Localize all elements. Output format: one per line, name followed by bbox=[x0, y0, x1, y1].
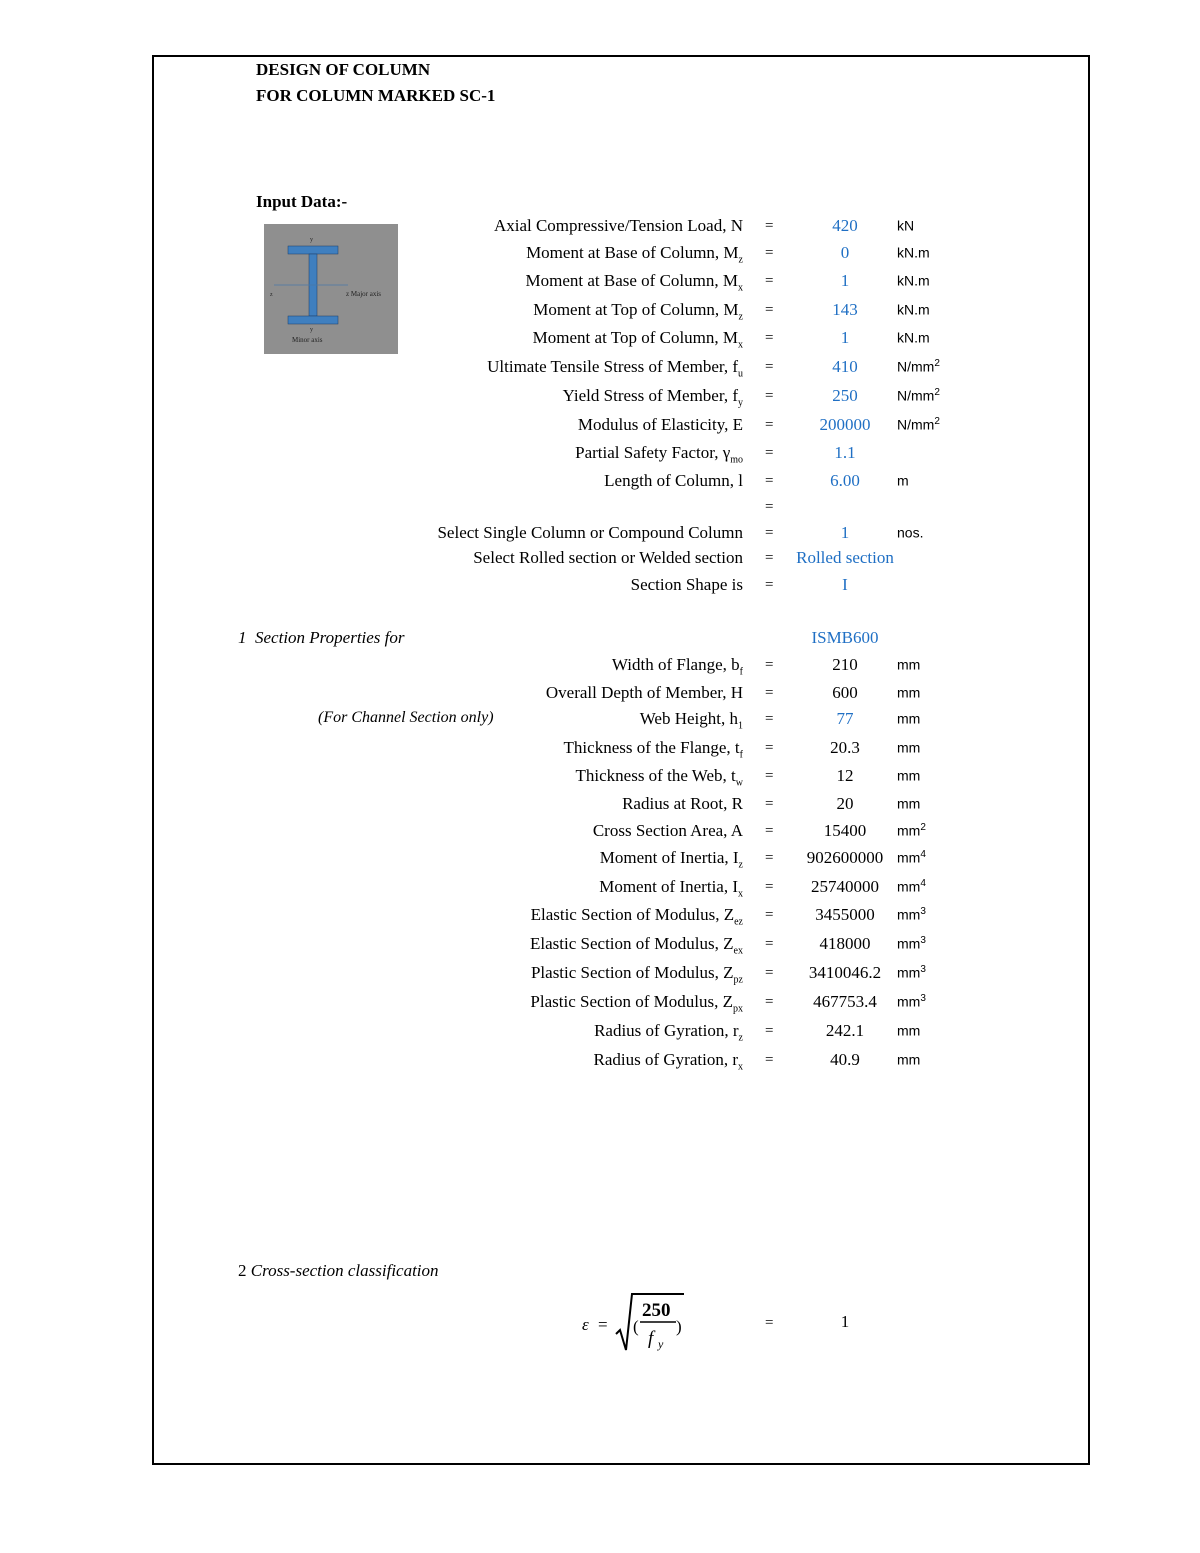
row-unit bbox=[897, 710, 920, 727]
equals-sign: = bbox=[765, 577, 774, 593]
row-unit-text: mm bbox=[897, 822, 921, 839]
row-label bbox=[576, 766, 744, 788]
row-unit-text: mm bbox=[897, 684, 921, 701]
row-unit-text: mm bbox=[897, 906, 921, 923]
input-row bbox=[0, 575, 1200, 599]
equals-sign: = bbox=[765, 302, 774, 318]
row-value: 600 bbox=[832, 683, 858, 702]
row-label bbox=[526, 243, 743, 265]
row-label-text: Width of Flange, b bbox=[611, 655, 740, 674]
row-unit-text: mm bbox=[897, 767, 921, 784]
row-label bbox=[494, 216, 743, 238]
row-value: 12 bbox=[836, 766, 854, 785]
row-label-subscript: 1 bbox=[738, 720, 743, 732]
row-label bbox=[526, 271, 743, 293]
row-label-text: Moment of Inertia, I bbox=[599, 848, 739, 867]
equals-sign: = bbox=[765, 273, 774, 289]
input-row bbox=[0, 443, 1200, 467]
row-label-text: Select Rolled section or Welded section bbox=[473, 548, 743, 567]
row-value: 3410046.2 bbox=[808, 963, 882, 982]
row-label-subscript: px bbox=[733, 1003, 743, 1015]
row-unit bbox=[897, 964, 926, 981]
epsilon-symbol: ε bbox=[582, 1315, 589, 1334]
row-label bbox=[575, 443, 743, 465]
row-label-text: Length of Column, l bbox=[604, 471, 743, 490]
row-value[interactable]: 410 bbox=[832, 357, 858, 376]
row-label bbox=[578, 415, 743, 437]
row-label bbox=[604, 471, 743, 493]
property-row bbox=[0, 794, 1200, 818]
row-label-subscript: x bbox=[738, 339, 743, 351]
row-label-text: Moment at Top of Column, M bbox=[533, 300, 739, 319]
row-value[interactable]: 0 bbox=[840, 243, 850, 262]
equals-sign: = bbox=[765, 796, 774, 812]
property-row bbox=[0, 683, 1200, 707]
row-unit-text: mm bbox=[897, 739, 921, 756]
row-unit-superscript: 2 bbox=[934, 387, 940, 398]
input-row bbox=[0, 271, 1200, 295]
row-value: 467753.4 bbox=[813, 992, 877, 1011]
section-1-title: Section Properties for bbox=[255, 628, 405, 647]
row-unit bbox=[897, 993, 926, 1010]
row-unit-text: mm bbox=[897, 849, 921, 866]
row-unit-text: kN.m bbox=[897, 329, 930, 346]
input-row bbox=[0, 386, 1200, 410]
equals-sign: = bbox=[765, 525, 774, 541]
property-row bbox=[0, 963, 1200, 987]
row-label-text: Moment at Base of Column, M bbox=[526, 243, 739, 262]
section-2-number: 2 bbox=[238, 1261, 247, 1280]
row-label-subscript: x bbox=[738, 282, 743, 294]
row-value: 418000 bbox=[819, 934, 871, 953]
section-2-title: Cross-section classification bbox=[250, 1261, 439, 1280]
row-unit bbox=[897, 656, 920, 673]
row-label-text: Select Single Column or Compound Column bbox=[437, 523, 743, 542]
numerator: 250 bbox=[642, 1300, 671, 1321]
equals-sign: = bbox=[765, 907, 774, 923]
row-value: 3455000 bbox=[815, 905, 875, 924]
row-value[interactable]: 143 bbox=[832, 300, 858, 319]
row-unit-text: mm bbox=[897, 1022, 921, 1039]
row-unit-text: kN.m bbox=[897, 272, 930, 289]
row-label-text: Moment at Top of Column, M bbox=[532, 328, 738, 347]
row-label-subscript: pz bbox=[733, 974, 743, 986]
row-label-subscript: u bbox=[738, 368, 743, 380]
equals-sign: = bbox=[765, 936, 774, 952]
property-row bbox=[0, 766, 1200, 790]
row-value[interactable]: 420 bbox=[832, 216, 858, 235]
row-label bbox=[531, 905, 743, 927]
row-unit bbox=[897, 906, 926, 923]
input-data-heading: Input Data:- bbox=[256, 192, 348, 211]
section-1-heading bbox=[238, 628, 405, 648]
row-unit bbox=[897, 767, 920, 784]
epsilon-formula bbox=[580, 1290, 700, 1360]
row-label bbox=[533, 328, 743, 350]
row-value: 902600000 bbox=[806, 848, 884, 867]
row-label bbox=[487, 357, 743, 379]
row-label bbox=[437, 523, 743, 545]
property-row bbox=[0, 821, 1200, 845]
document-title: DESIGN OF COLUMN bbox=[256, 60, 431, 79]
equals-sign: = bbox=[765, 768, 774, 784]
row-label-subscript: z bbox=[738, 859, 743, 871]
equals-sign: = bbox=[765, 711, 774, 727]
row-label bbox=[473, 548, 743, 570]
row-label bbox=[593, 821, 743, 843]
y-label-bottom: y bbox=[310, 327, 313, 333]
row-value: 20.3 bbox=[830, 738, 860, 757]
row-value: 25740000 bbox=[811, 877, 879, 896]
row-unit-text: N/mm bbox=[897, 358, 935, 375]
row-unit bbox=[897, 244, 930, 261]
document-subtitle: FOR COLUMN MARKED SC-1 bbox=[256, 86, 496, 105]
row-label bbox=[612, 655, 743, 677]
row-unit bbox=[897, 739, 920, 756]
row-unit bbox=[897, 822, 926, 839]
row-label bbox=[622, 794, 743, 816]
row-unit bbox=[897, 416, 940, 433]
row-unit-text: mm bbox=[897, 964, 921, 981]
property-row bbox=[0, 1050, 1200, 1074]
row-value: 15400 bbox=[823, 821, 867, 840]
equals-sign: = bbox=[765, 359, 774, 375]
row-unit-text: mm bbox=[897, 993, 921, 1010]
equals-sign: = bbox=[765, 823, 774, 839]
row-unit-text: mm bbox=[897, 935, 921, 952]
row-label-text: Modulus of Elasticity, E bbox=[577, 415, 743, 434]
row-unit bbox=[897, 1051, 920, 1068]
row-unit-superscript: 2 bbox=[934, 416, 940, 427]
row-label-text: Axial Compressive/Tension Load, N bbox=[493, 216, 743, 235]
row-unit bbox=[897, 329, 930, 346]
row-unit-superscript: 4 bbox=[920, 878, 926, 889]
row-label-text: Partial Safety Factor, γ bbox=[575, 443, 731, 462]
equals-sign: = bbox=[765, 1052, 774, 1068]
property-row bbox=[0, 1021, 1200, 1045]
property-row bbox=[0, 655, 1200, 679]
row-label-subscript: mo bbox=[730, 454, 743, 466]
row-unit bbox=[897, 472, 909, 489]
row-label bbox=[631, 575, 743, 597]
equals-sign: = bbox=[765, 499, 774, 515]
denominator-sub: y bbox=[658, 1337, 664, 1351]
input-row bbox=[0, 523, 1200, 547]
row-label-text: Cross Section Area, A bbox=[592, 821, 743, 840]
row-unit-superscript: 3 bbox=[920, 906, 926, 917]
row-unit bbox=[897, 387, 940, 404]
section-1-number: 1 bbox=[238, 628, 247, 647]
row-value[interactable]: 6.00 bbox=[830, 471, 860, 490]
input-row bbox=[0, 328, 1200, 352]
row-label bbox=[600, 848, 743, 870]
section-name: ISMB600 bbox=[811, 628, 879, 647]
property-row bbox=[0, 992, 1200, 1016]
property-row bbox=[0, 848, 1200, 872]
row-label bbox=[531, 963, 743, 985]
row-value[interactable]: Rolled section bbox=[796, 548, 894, 567]
y-label-top: y bbox=[310, 237, 313, 243]
row-label-subscript: y bbox=[738, 397, 743, 409]
epsilon-value: 1 bbox=[840, 1312, 850, 1331]
row-unit-text: kN bbox=[897, 217, 915, 234]
row-label bbox=[530, 934, 743, 956]
input-row bbox=[0, 497, 1200, 521]
input-row bbox=[0, 243, 1200, 267]
row-label-text: Thickness of the Flange, t bbox=[563, 738, 740, 757]
equals-sign: = bbox=[765, 218, 774, 234]
row-unit-superscript: 2 bbox=[934, 358, 940, 369]
row-label-text: Plastic Section of Modulus, Z bbox=[530, 992, 733, 1011]
row-unit-superscript: 3 bbox=[920, 993, 926, 1004]
row-label-text: Elastic Section of Modulus, Z bbox=[530, 905, 735, 924]
row-unit-text: mm bbox=[897, 878, 921, 895]
row-value: 242.1 bbox=[825, 1021, 865, 1040]
row-label bbox=[546, 683, 743, 705]
input-row bbox=[0, 216, 1200, 240]
row-label-text: Yield Stress of Member, f bbox=[562, 386, 738, 405]
row-unit bbox=[897, 878, 926, 895]
row-unit-text: N/mm bbox=[897, 416, 935, 433]
row-unit-text: kN.m bbox=[897, 301, 930, 318]
input-row bbox=[0, 357, 1200, 381]
equals-sign: = bbox=[765, 850, 774, 866]
equals-sign: = bbox=[765, 994, 774, 1010]
row-label-subscript: ex bbox=[733, 945, 743, 957]
row-value[interactable]: 1 bbox=[840, 328, 850, 347]
row-unit-superscript: 3 bbox=[920, 964, 926, 975]
channel-section-note: (For Channel Section only) bbox=[318, 709, 494, 726]
row-value: 20 bbox=[836, 794, 854, 813]
denominator: f bbox=[648, 1328, 654, 1349]
input-row bbox=[0, 548, 1200, 572]
equals-sign: = bbox=[765, 445, 774, 461]
row-unit-text: mm bbox=[897, 710, 921, 727]
epsilon-equals: = bbox=[765, 1315, 774, 1331]
minor-axis-label: Minor axis bbox=[292, 336, 323, 344]
row-unit bbox=[897, 217, 914, 234]
property-row bbox=[0, 877, 1200, 901]
row-label-subscript: z bbox=[738, 254, 743, 266]
equals-sign: = bbox=[765, 245, 774, 261]
row-label-subscript: w bbox=[735, 777, 743, 789]
row-label-text: Elastic Section of Modulus, Z bbox=[530, 934, 734, 953]
input-row bbox=[0, 471, 1200, 495]
equals-sign: = bbox=[765, 550, 774, 566]
equals-sign: = bbox=[765, 740, 774, 756]
row-value: 77 bbox=[836, 709, 854, 728]
row-label bbox=[533, 300, 743, 322]
row-label-subscript: x bbox=[738, 888, 743, 900]
equals-sign: = bbox=[765, 330, 774, 346]
row-label-text: Plastic Section of Modulus, Z bbox=[530, 963, 734, 982]
row-label bbox=[530, 992, 743, 1014]
input-row bbox=[0, 415, 1200, 439]
row-unit-text: nos. bbox=[897, 524, 924, 541]
row-label-subscript: ez bbox=[734, 916, 743, 928]
row-label-subscript: z bbox=[738, 1032, 743, 1044]
equals-sign: = bbox=[765, 965, 774, 981]
row-unit bbox=[897, 524, 923, 541]
row-label-text: Radius of Gyration, r bbox=[594, 1021, 739, 1040]
section-2-heading bbox=[238, 1261, 439, 1281]
row-label-text: Web Height, h bbox=[639, 709, 738, 728]
row-value[interactable]: 1.1 bbox=[834, 443, 856, 462]
row-label bbox=[599, 877, 743, 899]
close-paren: ) bbox=[676, 1317, 682, 1336]
row-label-text: Overall Depth of Member, H bbox=[545, 683, 743, 702]
property-row bbox=[0, 905, 1200, 929]
property-row bbox=[0, 738, 1200, 762]
row-label-subscript: z bbox=[738, 311, 743, 323]
row-unit-text: N/mm bbox=[897, 387, 935, 404]
row-unit-text: kN.m bbox=[897, 244, 930, 261]
equals-sign: = bbox=[765, 657, 774, 673]
formula-equals: = bbox=[598, 1315, 608, 1334]
row-label bbox=[594, 1050, 743, 1072]
row-label-text: Radius of Gyration, r bbox=[593, 1050, 738, 1069]
input-row bbox=[0, 300, 1200, 324]
property-row bbox=[0, 709, 1200, 733]
open-paren: ( bbox=[633, 1317, 639, 1336]
row-label-text: Radius at Root, R bbox=[622, 794, 743, 813]
major-axis-label: z Major axis bbox=[346, 290, 381, 298]
row-unit bbox=[897, 684, 920, 701]
row-unit-text: mm bbox=[897, 1051, 921, 1068]
row-unit bbox=[897, 358, 940, 375]
row-unit bbox=[897, 301, 930, 318]
row-label-text: Thickness of the Web, t bbox=[575, 766, 736, 785]
row-label-text: Moment at Base of Column, M bbox=[525, 271, 738, 290]
row-unit-superscript: 2 bbox=[920, 822, 926, 833]
row-unit bbox=[897, 935, 926, 952]
row-label-subscript: x bbox=[738, 1061, 743, 1073]
row-label-text: Moment of Inertia, I bbox=[599, 877, 738, 896]
equals-sign: = bbox=[765, 417, 774, 433]
row-unit bbox=[897, 272, 930, 289]
row-unit bbox=[897, 849, 926, 866]
row-label bbox=[640, 709, 743, 731]
row-value[interactable]: 200000 bbox=[819, 415, 871, 434]
row-unit bbox=[897, 1022, 920, 1039]
equals-sign: = bbox=[765, 685, 774, 701]
row-label bbox=[563, 386, 743, 408]
row-value: 210 bbox=[832, 655, 858, 674]
row-label-subscript: f bbox=[739, 666, 743, 678]
row-label bbox=[564, 738, 743, 760]
row-unit-superscript: 3 bbox=[920, 935, 926, 946]
row-value[interactable]: 1 bbox=[840, 523, 850, 542]
equals-sign: = bbox=[765, 879, 774, 895]
row-unit-text: m bbox=[897, 472, 909, 489]
row-value[interactable]: I bbox=[842, 575, 848, 594]
row-value: 40.9 bbox=[830, 1050, 860, 1069]
property-row bbox=[0, 934, 1200, 958]
row-unit-text: mm bbox=[897, 795, 921, 812]
equals-sign: = bbox=[765, 388, 774, 404]
z-label-left: z bbox=[270, 292, 273, 298]
row-label-subscript: f bbox=[739, 749, 743, 761]
row-label-text: Section Shape is bbox=[630, 575, 743, 594]
equals-sign: = bbox=[765, 1023, 774, 1039]
row-unit bbox=[897, 795, 920, 812]
row-label-text: Ultimate Tensile Stress of Member, f bbox=[487, 357, 738, 376]
row-value[interactable]: 250 bbox=[832, 386, 858, 405]
row-value[interactable]: 1 bbox=[840, 271, 850, 290]
row-unit-text: mm bbox=[897, 656, 921, 673]
row-label bbox=[594, 1021, 743, 1043]
row-unit-superscript: 4 bbox=[920, 849, 926, 860]
equals-sign: = bbox=[765, 473, 774, 489]
